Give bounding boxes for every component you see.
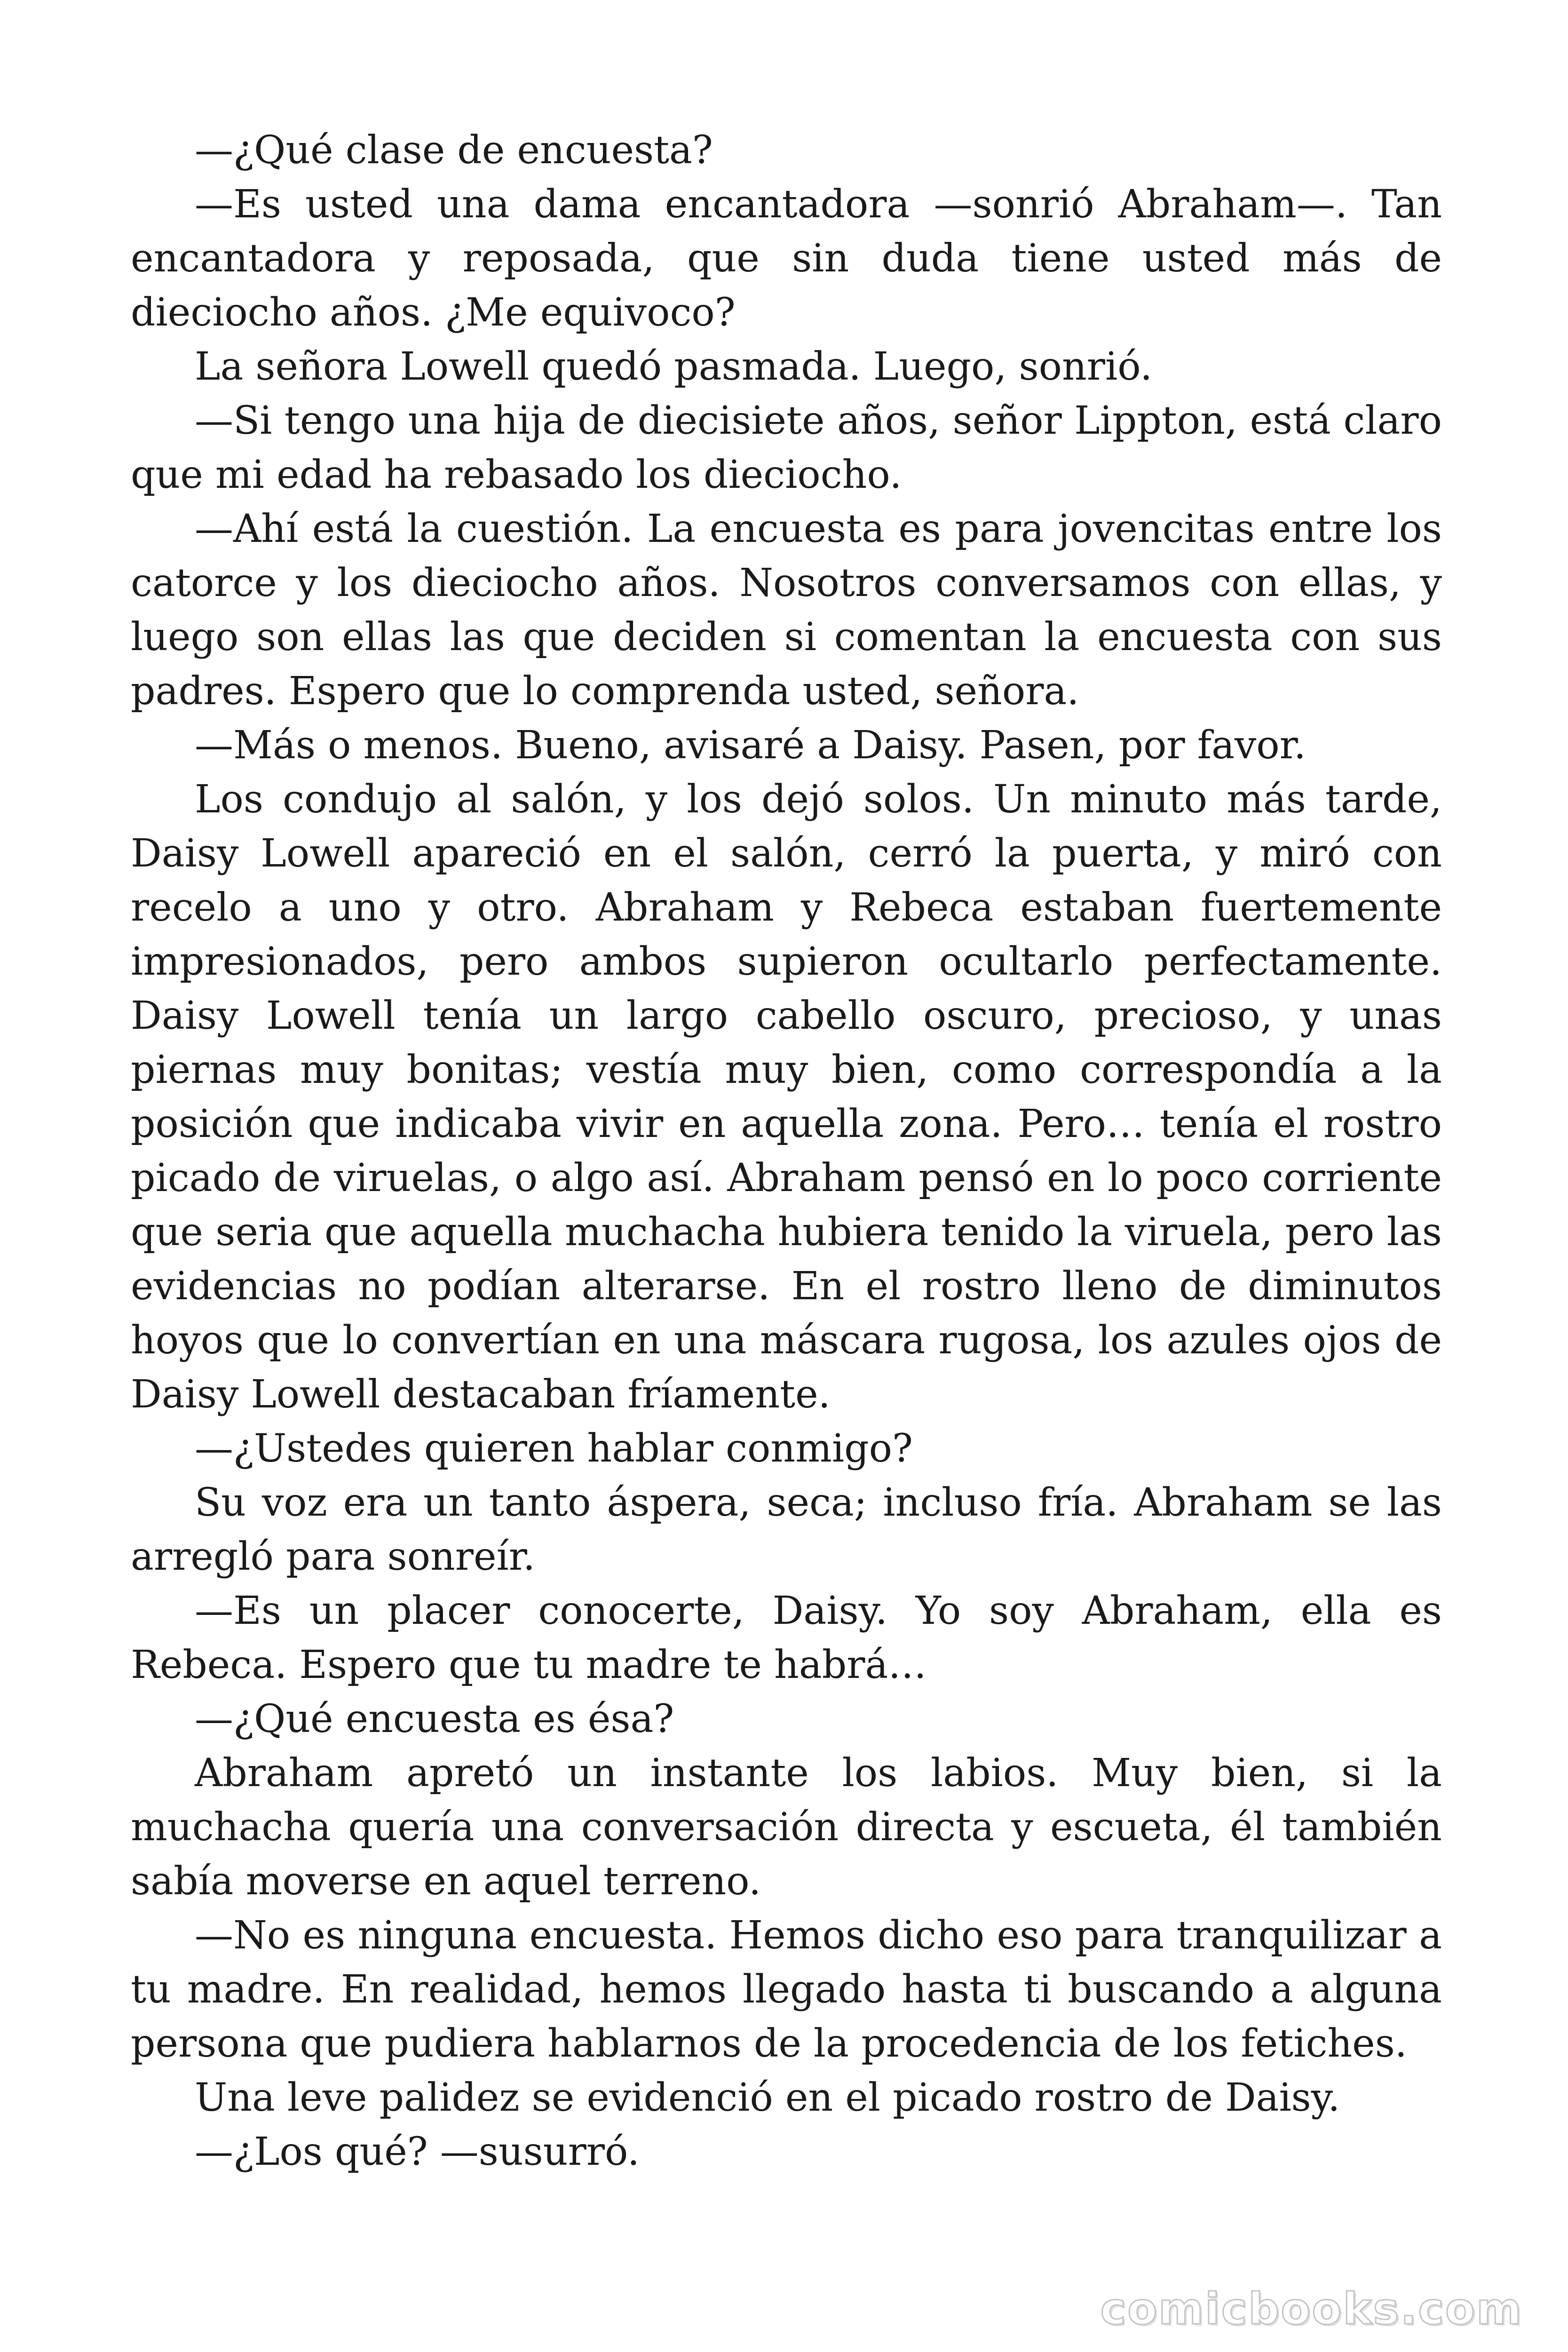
paragraph: Su voz era un tanto áspera, seca; incluso fría. Abraham se las arregló para sonreír.	[131, 1480, 1442, 1579]
paragraph: —No es ninguna encuesta. Hemos dicho eso para tranquilizar a tu madre. En realidad, hemos llegado hasta ti buscando a alguna persona que pudiera hablarnos de la procedencia de los fetiches.	[131, 1913, 1442, 2066]
page-text	[131, 123, 1442, 2179]
paragraph: La señora Lowell quedó pasmada. Luego, sonrió.	[195, 344, 1153, 389]
paragraph: —Es un placer conocerte, Daisy. Yo soy Abraham, ella es Rebeca. Espero que tu madre te habrá…	[131, 1589, 1442, 1687]
paragraph: Los condujo al salón, y los dejó solos. Un minuto más tarde, Daisy Lowell apareció en el salón, cerró la puerta, y miró con recelo a uno y otro. Abraham y Rebeca estaban fuertemente impresionados, pero ambos supieron ocultarlo perfectamente. Daisy Lowell tenía un largo cabello oscuro, precioso, y unas piernas muy bonitas; vestía muy bien, como correspondía a la posición que indicaba vivir en aquella zona. Pero… tenía el rostro picado de viruelas, o algo así. Abraham pensó en lo poco corriente que seria que aquella muchacha hubiera tenido la viruela, pero las evidencias no podían alterarse. En el rostro lleno de diminutos hoyos que lo convertían en una máscara rugosa, los azules ojos de Daisy Lowell destacaban fríamente.	[131, 777, 1442, 1417]
paragraph: —¿Qué encuesta es ésa?	[195, 1697, 674, 1741]
paragraph: —¿Qué clase de encuesta?	[195, 128, 713, 173]
paragraph: —Ahí está la cuestión. La encuesta es para jovencitas entre los catorce y los dieciocho años. Nosotros conversamos con ellas, y luego son ellas las que deciden si comentan la encuesta con sus padres. Espero que lo comprenda usted, señora.	[131, 507, 1442, 714]
paragraph: Una leve palidez se evidenció en el picado rostro de Daisy.	[195, 2075, 1340, 2120]
paragraph: —Si tengo una hija de diecisiete años, señor Lippton, está claro que mi edad ha rebasado los dieciocho.	[131, 398, 1442, 497]
paragraph: Abraham apretó un instante los labios. Muy bien, si la muchacha quería una conversación directa y escueta, él también sabía moverse en aquel terreno.	[131, 1751, 1442, 1904]
paragraph: —¿Ustedes quieren hablar conmigo?	[195, 1426, 913, 1471]
watermark: comicbooks.com	[1100, 2284, 1523, 2334]
paragraph: —Más o menos. Bueno, avisaré a Daisy. Pasen, por favor.	[195, 723, 1306, 768]
paragraph: —Es usted una dama encantadora —sonrió Abraham—. Tan encantadora y reposada, que sin duda tiene usted más de dieciocho años. ¿Me equivoco?	[131, 182, 1442, 335]
paragraph: —¿Los qué? —susurró.	[195, 2130, 640, 2174]
